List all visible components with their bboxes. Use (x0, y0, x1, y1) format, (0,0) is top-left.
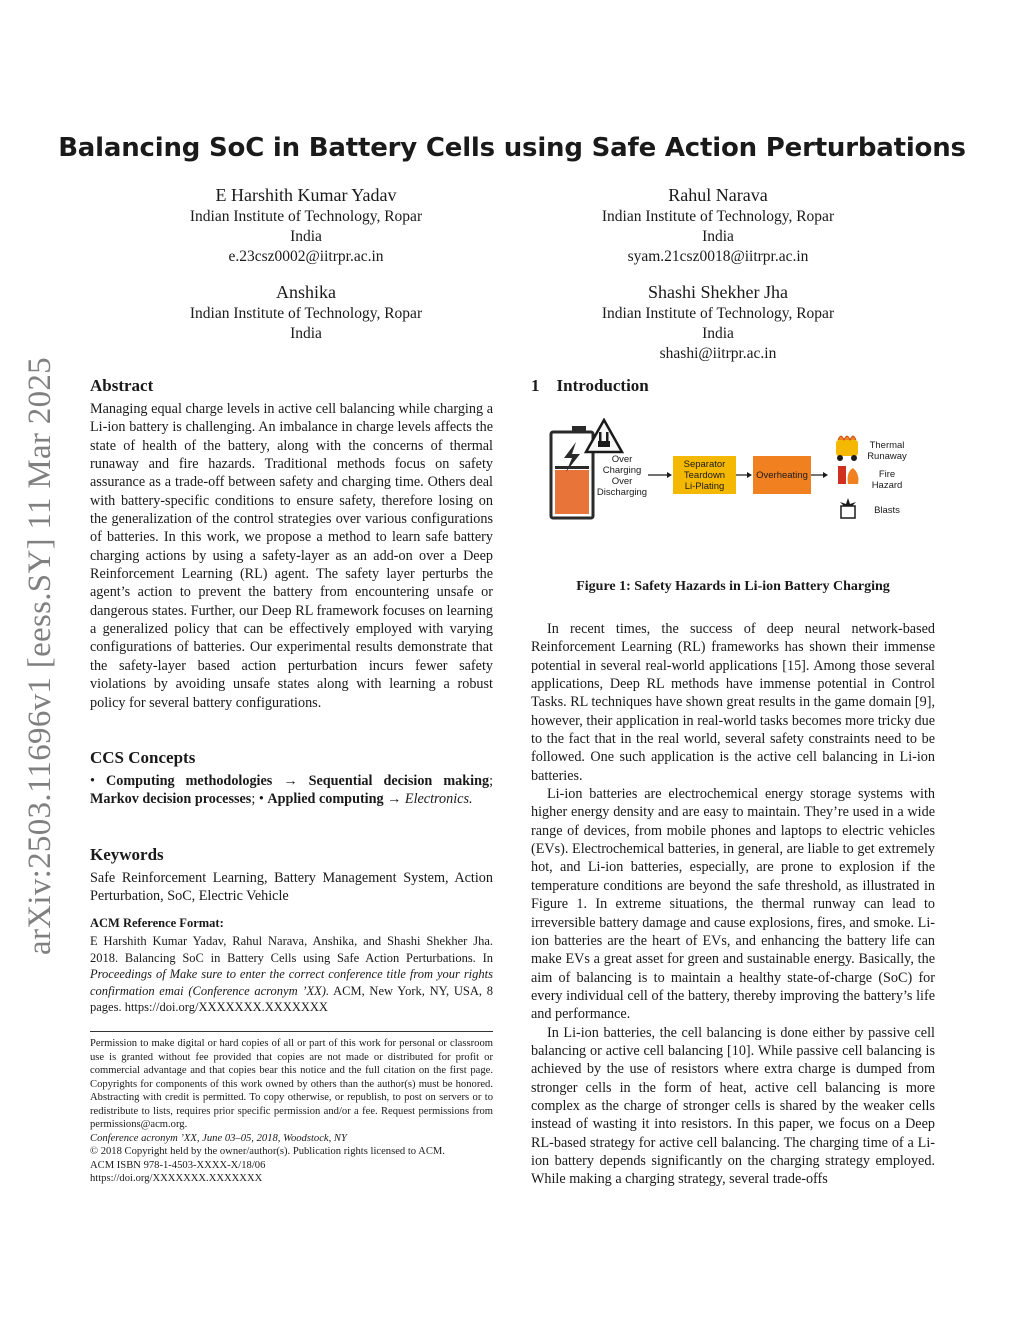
abstract-text: Managing equal charge levels in active cell balancing while charging a Li-ion battery is challenging. An imbalance in charge levels affects the state of health of the battery, along with the concerns of thermal runaway and fire hazards. Traditional methods focus on safety assurance as a trade-off between safety and charging time. Others deal with battery-specific conditions to ensure safety, therefore losing on the generalization of the control strategies over various configurations of batteries. In this work, we propose a method to learn safe battery charging actions by using a safety-layer as an add-on over a Deep Reinforcement Learning (RL) agent. The safety layer perturbs the agent’s action to prevent the battery from encountering unsafe or dangerous states. Further, our Deep RL framework focuses on learning a generalized policy that can be effectively employed with varying configurations of batteries. Our experimental results demonstrate that the safety-layer based action perturbation incurs fewer safety violations by avoiding unsafe states along with learning a robust policy for several battery configurations. (90, 401, 493, 711)
wheel (851, 455, 857, 461)
paper-title: Balancing SoC in Battery Cells using Safe Action Perturbations (58, 133, 966, 163)
label-line: Separator (683, 459, 726, 470)
label-line: Fire (878, 469, 896, 480)
author-affiliation: Indian Institute of Technology, Ropar (189, 208, 423, 225)
ccs-end: . (469, 791, 473, 808)
ccs-arrow: → (387, 791, 402, 808)
acm-ref-text (90, 933, 493, 1016)
ccs-concept: Sequential decision making (308, 773, 490, 789)
ccs-bullet: • (90, 773, 95, 789)
doi-line: https://doi.org/XXXXXXX.XXXXXXX (90, 1173, 263, 1184)
label-line: Teardown (683, 470, 726, 481)
plug-prong (606, 432, 609, 442)
label-line: Over (611, 454, 633, 465)
warning-triangle-icon (586, 420, 622, 452)
author-block-4 (568, 280, 868, 364)
copyright-line: © 2018 Copyright held by the owner/author(s). Publication rights licensed to ACM. (90, 1146, 445, 1157)
flame-shape (838, 436, 856, 440)
author-affiliation: Indian Institute of Technology, Ropar (601, 208, 835, 225)
ccs-separator: ; (489, 773, 494, 789)
author-name: Shashi Shekher Jha (648, 282, 788, 302)
isbn-line: ACM ISBN 978-1-4503-XXXX-X/18/06 (90, 1159, 266, 1171)
permission-notice (90, 1037, 493, 1186)
arrowhead (823, 472, 828, 478)
plug-body (598, 441, 610, 447)
author-block-3 (156, 280, 456, 344)
fire-hazard-icon (838, 466, 846, 484)
blast-icon (841, 506, 855, 518)
author-email: e.23csz0002@iitrpr.ac.in (228, 248, 384, 265)
arrowhead (667, 472, 672, 478)
author-country: India (702, 325, 734, 342)
intro-heading (531, 375, 935, 397)
ccs-bullet: • (258, 791, 264, 808)
acm-ref-heading: ACM Reference Format: (90, 916, 224, 930)
ccs-concept: Applied computing (267, 791, 384, 808)
author-email: shashi@iitrpr.ac.in (659, 345, 777, 362)
label-line: Over (611, 476, 633, 487)
section-number: 1 (531, 376, 540, 395)
author-block-1 (156, 183, 456, 267)
label-line: Runaway (867, 451, 907, 462)
keywords-heading: Keywords (90, 845, 164, 864)
ccs-concepts (90, 772, 493, 809)
acm-ref-line: E Harshith Kumar Yadav, Rahul Narava, Anshika, and Shashi Shekher Jha. 2018. Balancing SoC in Battery Cells using Safe Action Perturbations. In (90, 934, 493, 965)
overheating-label: Overheating (756, 470, 808, 481)
acm-ref-venue: Proceedings of Make sure to enter the correct conference title from your rights confirmation emai (Conference acronym ’XX). (90, 967, 493, 998)
battery-level-line (555, 466, 589, 469)
intro-paragraph: In recent times, the success of deep neural network-based Reinforcement Learning (RL) frameworks has shown their immense potential in several real-world applications [15]. Among those several applications, Deep RL methods have immense potential in Control Tasks. RL techniques have shown great results in the game domain [9], however, their application in real-world tasks becomes more tricky due to the fact that in the real world, several safety constraints need to be followed. One such application is the active cell balancing in Li-ion batteries. (531, 621, 935, 784)
ccs-concept: Electronics (404, 791, 469, 808)
author-name: Rahul Narava (668, 185, 768, 205)
author-email: syam.21csz0018@iitrpr.ac.in (627, 248, 809, 265)
footnote-rule (90, 1031, 493, 1032)
acm-ref-line: ACM, New York, NY, USA, 8 pages. https://doi.org/XXXXXXX.XXXXXXX (90, 983, 493, 1015)
section-title: Introduction (556, 376, 649, 395)
ccs-heading: CCS Concepts (90, 748, 196, 767)
ccs-separator: ; (251, 791, 256, 808)
label-line: Hazard (871, 480, 903, 491)
spark-shape (840, 498, 856, 506)
intro-paragraph: In Li-ion batteries, the cell balancing is done either by passive cell balancing or active cell balancing [10]. While passive cell balancing is achieved by the use of resistors where extra charge is dumped from stronger cells in the form of heat, active cell balancing is more complex as the charge of stronger cells is shared by the weaker cells instead of wasting it into resistors. In this paper, we focus on a Deep RL-based strategy for active cell balancing. The charging time of a Li-ion battery depends significantly on the charging strategy employed. While making a charging strategy, several trade-offs (531, 1024, 935, 1188)
cause-box-label (673, 459, 736, 492)
arxiv-stamp: arXiv:2503.11696v1 [eess.SY] 11 Mar 2025 (22, 357, 58, 955)
author-country: India (702, 228, 734, 245)
intro-paragraph: Li-ion batteries are electrochemical energy storage systems with higher energy density and are easy to maintain. They’re used in a wide range of devices, from mobile phones and laptops to electric vehicles (EVs). Electrochemical batteries, in general, are liable to get extremely hot, and Li-ion batteries, especially, are prone to explosion if the temperature conditions are beyond the safe threshold, as illustrated in Figure 1. In extreme situations, the thermal runway can lead to irreversible battery damage and cause explosions, fires, and smoke. Li-ion batteries are the heart of EVs, and enhancing the battery life can make EVs a great asset for green and sustainable energy. Basically, the aim of balancing is to maintain a healthy state-of-charge (SoC) for every individual cell of the battery, thereby improving the battery’s life and performance. (531, 786, 935, 1023)
figure-1 (548, 418, 938, 528)
author-country: India (290, 325, 322, 342)
flame-shape (848, 468, 859, 484)
trigger-label (593, 454, 651, 498)
thermal-runaway-label (862, 440, 912, 462)
blasts-label: Blasts (874, 505, 900, 516)
label-line: Thermal (869, 440, 905, 451)
author-affiliation: Indian Institute of Technology, Ropar (601, 305, 835, 322)
keywords-text: Safe Reinforcement Learning, Battery Management System, Action Perturbation, SoC, Electric Vehicle (90, 870, 493, 905)
label-line: Li-Plating (684, 481, 725, 492)
label-line: Charging (602, 465, 642, 476)
plug-prong (599, 432, 602, 442)
author-name: Anshika (276, 282, 336, 302)
author-country: India (290, 228, 322, 245)
conference-line: Conference acronym ’XX, June 03–05, 2018, Woodstock, NY (90, 1132, 347, 1144)
abstract-heading: Abstract (90, 376, 154, 395)
battery-charge-fill (555, 470, 589, 514)
intro-body (531, 620, 935, 1189)
figure-caption: Figure 1: Safety Hazards in Li-ion Battery Charging (576, 579, 890, 594)
author-affiliation: Indian Institute of Technology, Ropar (189, 305, 423, 322)
ccs-concept: Computing methodologies (106, 773, 273, 789)
ccs-concept: Markov decision processes (90, 791, 252, 808)
fire-hazard-label (862, 469, 912, 491)
thermal-runaway-icon (836, 440, 858, 456)
author-block-2 (568, 183, 868, 267)
arrowhead (747, 472, 752, 478)
ccs-arrow: → (283, 773, 298, 789)
wheel (837, 455, 843, 461)
label-line: Discharging (596, 487, 648, 498)
permission-text: Permission to make digital or hard copies of all or part of this work for personal or classroom use is granted without fee provided that copies are not made or distributed for profit or commercial advantage and that copies bear this notice and the full citation on the first page. Copyrights for components of this work owned by others than the author(s) must be honored. Abstracting with credit is permitted. To copy otherwise, or republish, to post on servers or to redistribute to lists, requires prior specific permission and/or a fee. Request permissions from permissions@acm.org. (90, 1038, 493, 1130)
author-name: E Harshith Kumar Yadav (215, 185, 397, 205)
